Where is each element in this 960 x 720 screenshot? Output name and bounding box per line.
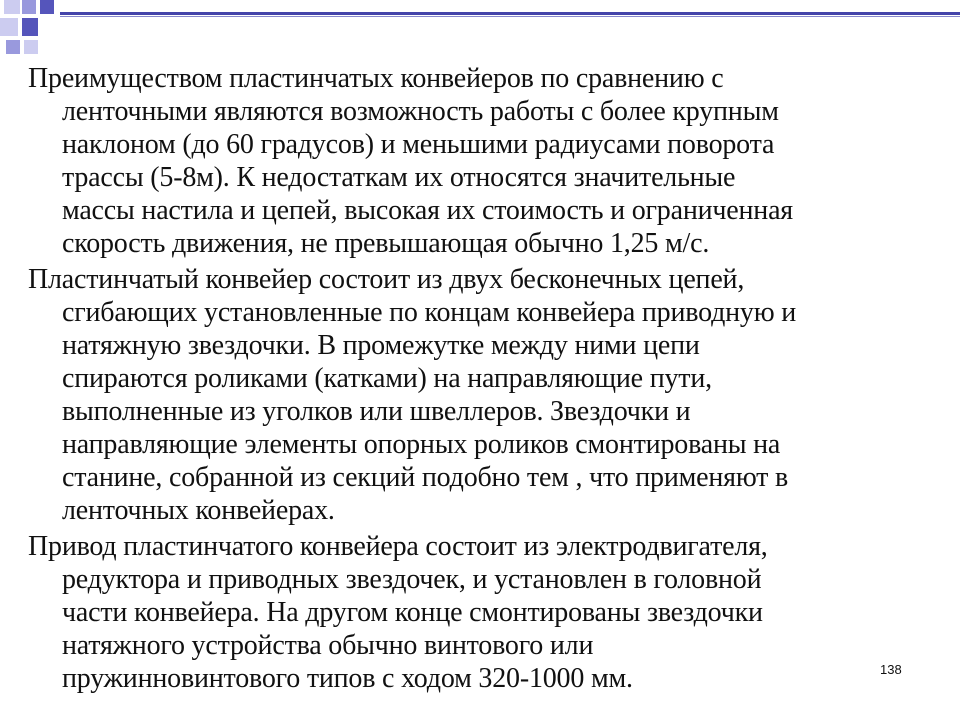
decor-square — [40, 0, 54, 14]
header-rule-thin — [60, 16, 960, 17]
decor-square — [22, 0, 36, 14]
page-number: 138 — [880, 662, 902, 677]
decor-square — [24, 40, 38, 54]
decor-square — [22, 18, 38, 36]
paragraph-drive: Привод пластинчатого конвейера состоит из электродвигателя, редуктора и приводных звездочек, и установлен в головной части конвейера. На другом конце смонтированы звездочки натяжного устройства обычно винтового или пружинновинтового типов с ходом 320-1000 мм. — [28, 531, 768, 694]
paragraph-advantages: Преимуществом пластинчатых конвейеров по сравнению с ленточными являются возможность работы с более крупным наклоном (до 60 градусов) и меньшими радиусами поворота трассы (5-8м). К недостаткам их относятся значительные массы настила и цепей, высокая их стоимость и ограниченная скорость движения, не превышающая обычно 1,25 м/с. — [28, 63, 793, 259]
header-rule — [60, 12, 960, 15]
decor-square — [6, 40, 20, 54]
decor-square — [4, 0, 20, 14]
checker-squares-header-icon — [0, 0, 960, 60]
paragraph-structure: Пластинчатый конвейер состоит из двух бесконечных цепей, сгибающих установленные по концам конвейера приводную и натяжную звездочки. В промежутке между ними цепи спираются роликами (катками) на направляющие пути, выполненные из уголков или швеллеров. Звездочки и направляющие элементы опорных роликов смонтированы на станине, собранной из секций подобно тем , что применяют в ленточных конвейерах. — [28, 264, 797, 526]
slide-body — [28, 62, 918, 698]
decor-square — [0, 18, 18, 36]
